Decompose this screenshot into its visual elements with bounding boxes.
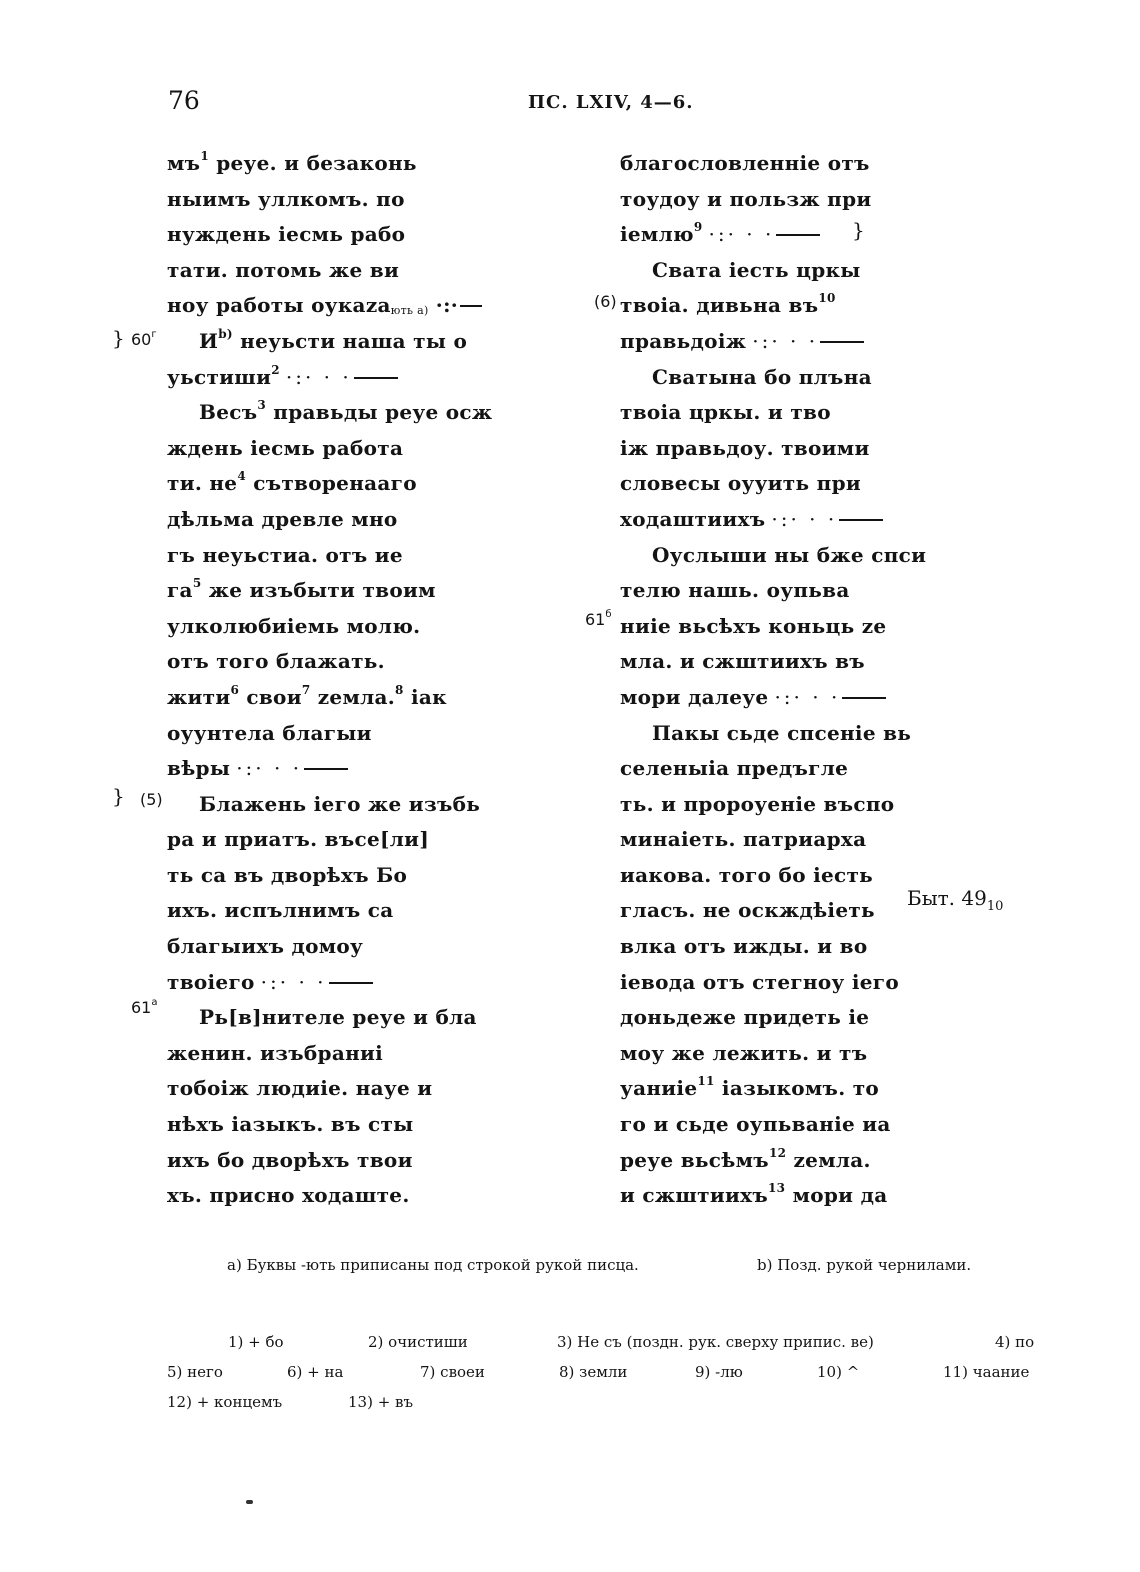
text-line: твоіа. дивьна $въ^{10}$ [620, 291, 836, 318]
text-line: хъ. присно ходаште. [167, 1183, 410, 1208]
text-line: мла. и сжштиихъ въ [620, 649, 865, 674]
text-line: телю нашь. оупьва [620, 578, 850, 603]
text-line: оуунтела благыи [167, 720, 372, 745]
text-line: благословленніе отъ [620, 151, 870, 175]
text-line: минаіеть. патриарха [620, 827, 867, 852]
text-line: мори далеуе ·:· · · [620, 680, 926, 716]
text-line: ра и приатъ. въсе[ли] [167, 827, 430, 852]
section-end-mark: ·:· · · [752, 328, 819, 353]
text-line: реуе вьсѣмъ$^{12}$ zемла. [620, 1145, 871, 1172]
page-number: 76 [168, 86, 200, 115]
text-line: ть. и пророуеніе въспо [620, 791, 895, 816]
text-line: тобоіж людиіе. науе и [167, 1076, 433, 1101]
text-line: твоіего ·:· · · [167, 965, 492, 1001]
verse-marker: (5) [140, 790, 163, 809]
text-line: селеныіа предъгле [620, 756, 849, 781]
text-line: $И^{b)}$ неуьсти наша ты о [199, 326, 468, 353]
text-line: тати. потомь же ви [167, 257, 400, 282]
brace-mark: } [852, 218, 865, 242]
text-line: иакова. того бо іесть [620, 862, 874, 887]
footnote-4: 4) по [995, 1333, 1035, 1351]
verse-marker: (6) [594, 292, 617, 311]
text-line: Пакы сьде спсеніе вь [652, 720, 912, 745]
footnote-8: 8) земли [559, 1363, 628, 1381]
text-line: благыихъ домоу [167, 934, 364, 959]
text-line: ть са въ дворѣхъ Бо [167, 862, 408, 887]
footnote-6: 6) + на [287, 1363, 344, 1381]
left-text-column [167, 146, 492, 1214]
folio-marker: $60^г$ [131, 329, 157, 349]
footnote-9: 9) -лю [695, 1363, 743, 1381]
text-line: іевода отъ стегноу іего [620, 969, 899, 994]
text-line: іж правьдоу. твоими [620, 435, 870, 460]
text-line: влка отъ ижды. и во [620, 934, 868, 959]
section-end-mark: ·:· · · [260, 969, 327, 994]
text-line: доньдеже придеть іе [620, 1005, 870, 1030]
text-line: дѣльма древле мно [167, 506, 398, 531]
text-line: моу же лежить. и тъ [620, 1040, 868, 1065]
text-line: вѣры ·:· · · [167, 751, 492, 787]
text-line: ныимъ уллкомъ. по [167, 186, 405, 211]
footnote-10: 10) ^ [817, 1363, 860, 1381]
text-line: гъ неуьстиа. отъ ие [167, 542, 403, 567]
text-line: и сжштиихъ$^{13}$ мори да [620, 1181, 888, 1208]
text-line: Свата іесть цркы [652, 257, 861, 282]
text-line: улколюбиіемь молю. [167, 613, 421, 638]
footnote-3: 3) Не съ (поздн. рук. сверху припис. ве) [557, 1333, 874, 1351]
text-line: женин. изъбраниі [167, 1040, 384, 1065]
text-line: отъ того блажать. [167, 649, 385, 674]
folio-marker: $61^а$ [131, 997, 158, 1017]
text-line: правьдоіж ·:· · · [620, 324, 926, 360]
footnote-12: 12) + концемъ [167, 1393, 283, 1411]
section-end-mark: ·:· · · [771, 506, 838, 531]
text-line: ниіе вьсѣхъ коньць zе [620, 613, 887, 638]
text-line: іемлю$^9$ ·:· · · [620, 217, 926, 253]
text-line: жити$^6$ свои$^7$ zемла.$^8$ іак [167, 682, 447, 709]
text-line: твоіа цркы. и тво [620, 400, 831, 425]
footnote-2: 2) очистиши [368, 1333, 468, 1351]
text-line: ждень іесмь работа [167, 435, 404, 460]
text-line: словесы оууить при [620, 471, 861, 496]
text-line: нуждень іесмь рабо [167, 222, 406, 247]
right-text-column [620, 146, 926, 1214]
text-line: Весъ$^3$ правьды реуе осж [199, 398, 493, 425]
text-line: ходаштиихъ ·:· · · [620, 502, 926, 538]
text-line: гласъ. не оскждѣіеть [620, 898, 875, 923]
footnote-7: 7) своеи [420, 1363, 485, 1381]
footnote-13: 13) + въ [348, 1393, 414, 1411]
section-end-mark: ·:· · · [708, 222, 775, 247]
folio-marker: $61^б$ [585, 609, 612, 629]
section-end-mark: ·:· · · [774, 684, 841, 709]
footnote-11: 11) чаание [943, 1363, 1030, 1381]
footnote-1: 1) + бо [228, 1333, 284, 1351]
section-end-mark: ·:· · · [285, 364, 352, 389]
text-line: Сватына бо плъна [652, 364, 872, 389]
text-line: ти. $не^4$ сътворенааго [167, 469, 417, 496]
footnote-5: 5) него [167, 1363, 223, 1381]
ink-speck [246, 1500, 253, 1504]
text-line: Рь[в]нителе реуе и бла [199, 1005, 477, 1030]
running-title: ПС. LXIV, 4—6. [528, 92, 694, 113]
text-line: $га^5$ же изъбыти твоим [167, 576, 436, 603]
text-line: Оуслыши ны бже спси [652, 542, 927, 567]
text-line: Блажень іего же изъбь [199, 791, 481, 816]
section-end-mark: ·:· · · [236, 756, 303, 781]
brace-mark: } [112, 784, 125, 808]
text-line: нѣхъ іазыкъ. въ сты [167, 1112, 414, 1137]
text-line: ихъ. испълнимъ са [167, 898, 394, 923]
brace-mark: } [112, 326, 125, 350]
text-line: ихъ бо дворѣхъ твои [167, 1147, 413, 1172]
footnote-b: b) Позд. рукой чернилами. [757, 1256, 972, 1274]
text-line: ноу работы оукаzають a) ·:· [167, 288, 492, 324]
text-line: уаниіе$^{11}$ іазыкомъ. то [620, 1074, 880, 1101]
text-line: тоудоу и пользж при [620, 186, 872, 211]
footnote-a: a) Буквы -ють приписаны под строкой рукой писца. [227, 1256, 639, 1274]
text-line: $мъ^1$ реуе. и безаконь [167, 149, 417, 175]
text-line: го и сьде оупьваніе иа [620, 1112, 891, 1137]
bible-reference: Быт. $49_{10}$ [907, 886, 1004, 914]
text-line: уьстиши$^2$ ·:· · · [167, 360, 492, 396]
